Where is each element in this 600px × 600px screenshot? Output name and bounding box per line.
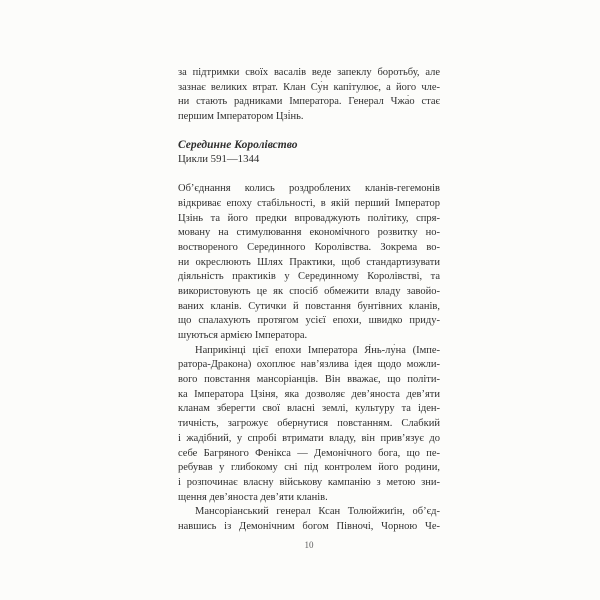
text-line: ребував у глибокому сні під контролем його родини, (178, 462, 440, 474)
paragraph-clan-war-continuation (178, 66, 440, 125)
text-line: вого повстання мансоріанців. Він вважає, що політи- (178, 374, 440, 386)
text-line: себе Багряного Фенікса — Демонічного бога, що пе- (178, 447, 440, 459)
paragraph-unification (178, 182, 440, 344)
text-line: Наприкінці цієї епохи Імператора Я̀нь-лу̀на (Імпе- (195, 344, 440, 356)
section-heading-block (178, 138, 440, 167)
text-line: навшись із Демонічним богом Півночі, Чорною Че- (178, 520, 440, 532)
text-line: Об’єднання колись роздроблених кланів-гегемонів (178, 183, 440, 195)
text-line: шуються армією Імператора. (178, 330, 308, 342)
section-cycles-range: Цикли 591—1344 (178, 153, 260, 166)
text-line: воствореного Серединного Королівства. Зокрема во- (178, 241, 440, 253)
text-line: тичність, загрожує обернутися повстанням. Слабкий (178, 418, 440, 430)
page-number: 10 (304, 540, 314, 550)
section-title: Серединне Королівство (178, 138, 298, 151)
text-line: ратора-Дракона) охоплює нав’язлива ідея щодо можли- (178, 359, 440, 371)
text-line: ка Імператора Цзіня, яка дозволяє дев’яноста дев’яти (178, 388, 440, 400)
text-line: зазнає великих втрат. Клан Су̀н капітулює, а його чле- (178, 81, 440, 93)
text-line: і жадібний, у спробі втримати владу, він прив’язує до (178, 432, 440, 444)
text-line: діяльність практиків у Серединному Королівстві, та (178, 271, 440, 283)
text-line: ни стають радниками Імператора. Генерал Чжа̀о стає (178, 96, 440, 108)
text-line: ваних кланів. Сутички й повстання бунтівних кланів, (178, 300, 440, 312)
text-line: ни окреслюють Шлях Практики, щоб стандартизувати (178, 256, 440, 268)
paragraph-mansorian-general (178, 505, 440, 534)
text-line: використовують це як спосіб обмежити владу завойо- (178, 285, 440, 297)
text-line: Мансоріанський генерал Ксан Толюйжиґін, об’єд- (195, 506, 440, 518)
text-line: мовану на стимулювання економічного розвитку но- (178, 227, 440, 239)
text-line: відкриває епоху стабільності, в якій перший Імператор (178, 197, 440, 209)
text-line: що спалахують протягом усієї епохи, швидко приду- (178, 315, 440, 327)
text-line: і розпочинає власну військову кампанію з метою зни- (178, 476, 440, 488)
text-line: щення дев’яноста дев’яти кланів. (178, 491, 328, 503)
paragraph-emperor-obsession (178, 344, 440, 506)
text-column (178, 66, 440, 535)
text-line: кланам зберегти свої власні землі, культуру та іден- (178, 403, 440, 415)
text-line: Цзінь та його предки впроваджують політику, спря- (178, 212, 440, 224)
text-line: першим Імператором Цзі̀нь. (178, 111, 304, 123)
text-line: за підтримки своїх васалів веде запеклу боротьбу, але (178, 67, 440, 78)
